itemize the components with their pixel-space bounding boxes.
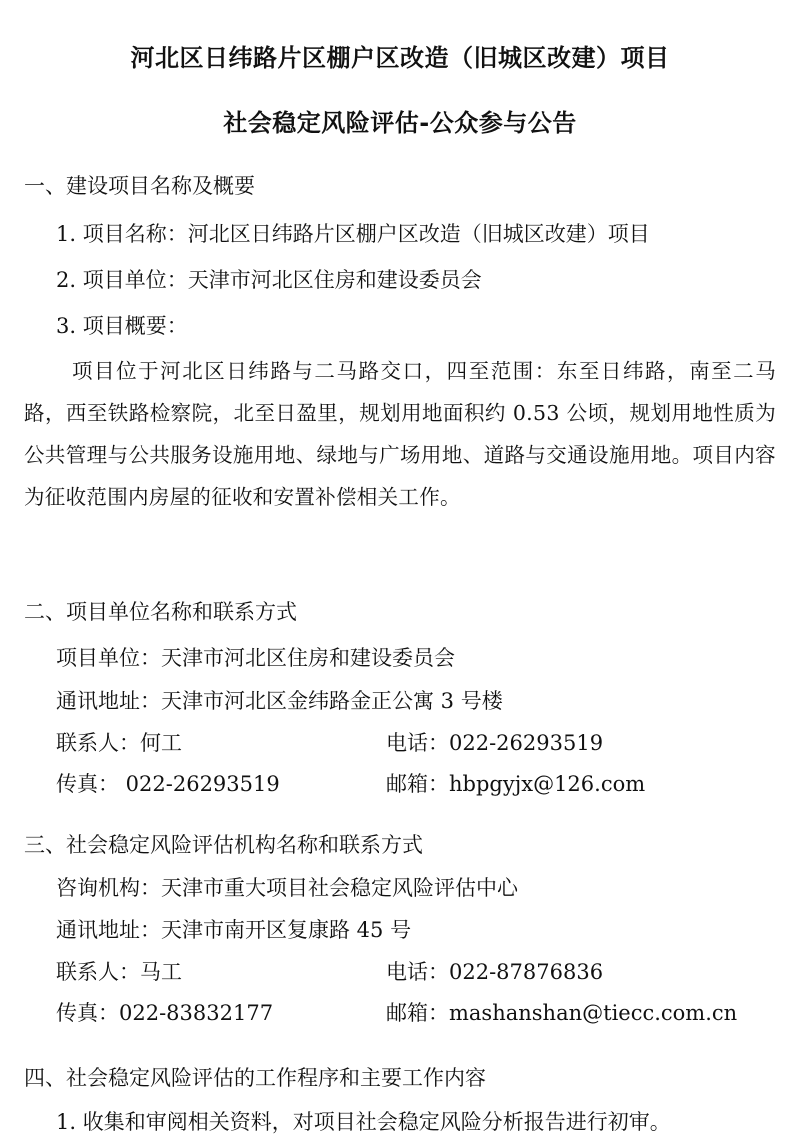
section3-heading: 三、社会稳定风险评估机构名称和联系方式: [24, 833, 423, 857]
section3-fax: 传真：022-83832177: [56, 1001, 274, 1025]
section1-item-project-name: 1. 项目名称：河北区日纬路片区棚户区改造（旧城区改建）项目: [56, 222, 650, 246]
document-title-line2: 社会稳定风险评估-公众参与公告: [223, 109, 577, 137]
section2-unit: 项目单位：天津市河北区住房和建设委员会: [56, 646, 455, 670]
section2-fax: 传真： 022-26293519: [56, 772, 280, 796]
section2-heading: 二、项目单位名称和联系方式: [24, 600, 297, 624]
section3-contact: 联系人：马工: [56, 960, 182, 984]
section3-phone: 电话：022-87876836: [386, 960, 604, 984]
section2-phone: 电话：022-26293519: [386, 731, 604, 755]
section3-org: 咨询机构：天津市重大项目社会稳定风险评估中心: [56, 876, 518, 900]
section4-heading: 四、社会稳定风险评估的工作程序和主要工作内容: [24, 1066, 486, 1090]
section1-item-project-summary: 3. 项目概要：: [56, 314, 188, 338]
section1-item-project-unit: 2. 项目单位：天津市河北区住房和建设委员会: [56, 268, 482, 292]
section3-email: 邮箱：mashanshan@tiecc.com.cn: [386, 1001, 738, 1025]
section4-item1: 1. 收集和审阅相关资料，对项目社会稳定风险分析报告进行初审。: [56, 1110, 671, 1134]
section2-email: 邮箱：hbpgyjx@126.com: [386, 772, 646, 796]
document-title-line1: 河北区日纬路片区棚户区改造（旧城区改建）项目: [130, 44, 670, 72]
section1-summary-paragraph: 项目位于河北区日纬路与二马路交口，四至范围：东至日纬路，南至二马路，西至铁路检察院，北至日盈里，规划用地面积约 0.53 公顷，规划用地性质为公共管理与公共服务设施用地、绿地与广场用地、道路与交通设施用地。项目内容为征收范围内房屋的征收和安置补偿相关工作。: [24, 359, 776, 509]
section2-contact: 联系人：何工: [56, 731, 182, 755]
section1-heading: 一、建设项目名称及概要: [24, 174, 255, 198]
section3-address: 通讯地址：天津市南开区复康路 45 号: [56, 918, 412, 942]
section2-address: 通讯地址：天津市河北区金纬路金正公寓 3 号楼: [56, 689, 503, 713]
